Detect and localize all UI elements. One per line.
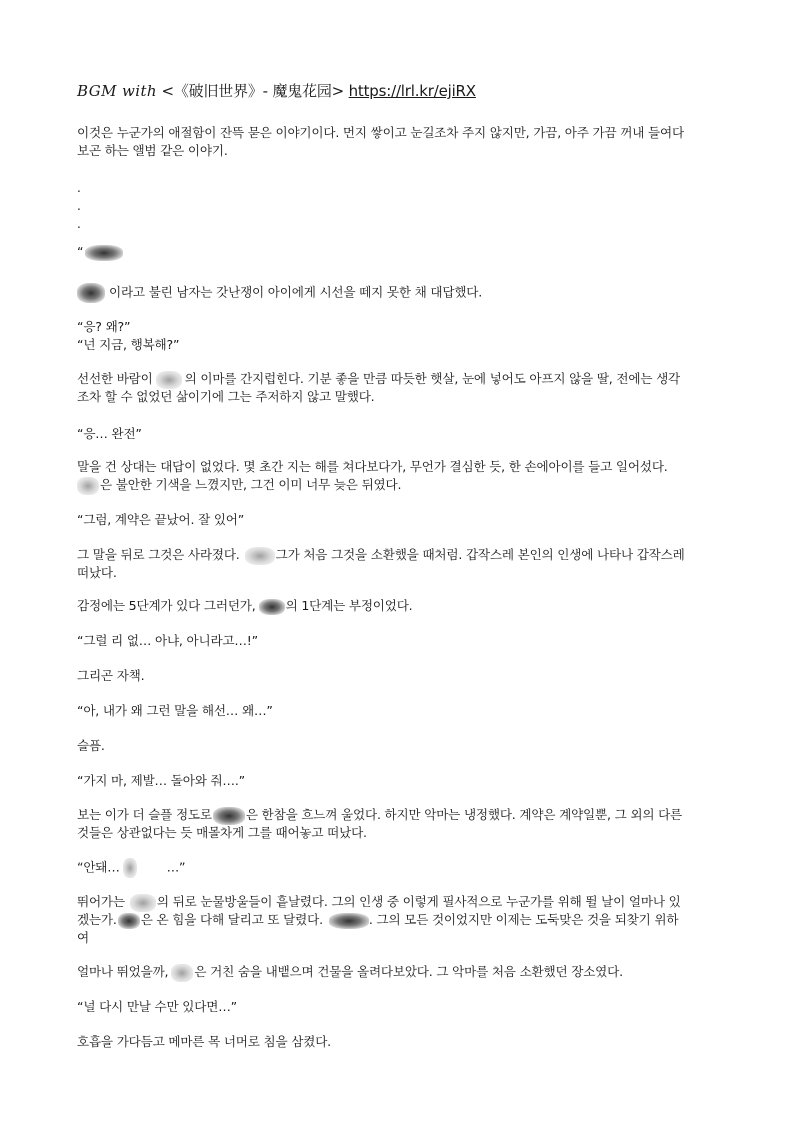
paragraph-text: 의 1단계는 부정이었다. — [285, 598, 413, 613]
paragraph-line — [77, 476, 401, 495]
paragraph-text: 그 말을 뒤로 그것은 사라졌다. — [77, 547, 240, 562]
paragraph-line — [77, 806, 682, 825]
paragraph-text: 이라고 불린 남자는 갓난쟁이 아이에게 시선을 떼지 못한 채 대답했다. — [109, 284, 483, 300]
dialogue-line — [77, 858, 185, 878]
paragraph-text: 얼마나 뛰었을까, — [77, 964, 169, 979]
redacted-name — [77, 477, 99, 495]
paragraph-line: 이것은 누군가의 애절함이 잔뜩 묻은 이야기이다. 먼지 쌓이고 눈길조차 주지 않지만, 가끔, 아주 가끔 꺼내 들여다 — [77, 125, 684, 140]
redacted-name — [245, 547, 275, 565]
dialogue-line: “응? 왜?” — [77, 319, 131, 334]
paragraph-text: 선선한 바람이 — [77, 371, 153, 386]
dialogue-line: “그럼, 계약은 끝났어. 잘 있어” — [77, 512, 245, 527]
paragraph-line: 떠났다. — [77, 565, 117, 580]
paragraph-line — [77, 963, 623, 982]
paragraph-text: 뛰어가는 — [77, 894, 125, 909]
redacted-name — [259, 599, 285, 615]
dialogue-line: “그럴 리 없… 아냐, 아니라고…!” — [77, 633, 258, 648]
paragraph-text: 겠는가. — [77, 912, 117, 927]
redacted-name — [123, 858, 137, 878]
paragraph-text: 의 뒤로 눈물방울들이 흩날렸다. 그의 인생 중 이렇게 필사적으로 누군가를 위해 뛸 날이 얼마나 있 — [156, 894, 681, 909]
redacted-name — [118, 913, 140, 929]
paragraph-line: 여 — [77, 930, 89, 945]
ellipsis-dot: . — [77, 199, 81, 213]
bgm-link[interactable]: https://lrl.kr/ejiRX — [348, 82, 476, 100]
paragraph-line: 것들은 상관없다는 듯 매몰차게 그를 때어놓고 떠났다. — [77, 825, 367, 840]
redacted-name — [77, 283, 105, 303]
dialogue-line: “응… 완전” — [77, 426, 142, 441]
paragraph-line: 보곤 하는 앨범 같은 이야기. — [77, 143, 228, 158]
redacted-name — [156, 371, 182, 389]
dialogue-line: “널 다시 만날 수만 있다면…” — [77, 999, 237, 1014]
paragraph-text: 은 불안한 기색을 느꼈지만, 그건 이미 너무 늦은 뒤였다. — [100, 477, 402, 492]
paragraph-line — [77, 911, 678, 929]
redacted-name — [171, 964, 193, 982]
paragraph-line: 그리곤 자책. — [77, 668, 145, 683]
quote-mark: “ — [77, 244, 84, 259]
paragraph-line: 말을 건 상대는 대답이 없었다. 몇 초간 지는 해를 쳐다보다가, 무언가 결심한 듯, 한 손에아이를 들고 일어섰다. — [77, 459, 668, 474]
paragraph-line: 슬픔. — [77, 738, 105, 753]
paragraph-line — [77, 283, 482, 303]
paragraph-text: 그가 처음 그것을 소환했을 때처럼. 갑작스레 본인의 인생에 나타나 갑작스레 — [275, 547, 685, 562]
paragraph-line: 호흡을 가다듬고 메마른 목 너머로 침을 삼켰다. — [77, 1034, 331, 1049]
paragraph-text: 은 한참을 흐느껴 울었다. 하지만 악마는 냉정했다. 계약은 계약일뿐, 그 외의 다른 — [245, 807, 683, 822]
bgm-header — [77, 80, 476, 102]
paragraph-line — [77, 546, 685, 565]
dialogue-line: “가지 마, 제발… 돌아와 줘….” — [77, 773, 245, 788]
paragraph-text: 은 온 힘을 다해 달리고 또 달렸다. — [140, 912, 323, 927]
redacted-name — [329, 913, 369, 929]
dialogue-line — [77, 243, 123, 261]
paragraph-text: …” — [166, 859, 186, 875]
paragraph-text: “안돼… — [77, 859, 120, 875]
ellipsis-dot: . — [77, 217, 81, 231]
paragraph-line — [77, 370, 680, 389]
redacted-name — [213, 807, 245, 825]
paragraph-text: 감정에는 5단계가 있다 그러던가, — [77, 598, 256, 613]
dialogue-line: “아, 내가 왜 그런 말을 해선… 왜…” — [77, 703, 273, 718]
redacted-name — [130, 894, 156, 912]
ellipsis-dot: . — [77, 181, 81, 195]
paragraph-line — [77, 893, 681, 912]
bgm-label: BGM with — [77, 82, 157, 100]
song-title: <《破旧世界》- 魔鬼花园> — [161, 82, 345, 100]
paragraph-text: 은 거친 숨을 내뱉으며 건물을 올려다보았다. 그 악마를 처음 소환했던 장소였다. — [194, 964, 623, 979]
dialogue-line: “넌 지금, 행복해?” — [77, 337, 180, 352]
paragraph-line: 조차 할 수 없었던 삶이기에 그는 주저하지 않고 말했다. — [77, 389, 375, 404]
paragraph-text: . 그의 모든 것이었지만 이제는 도둑맞은 것을 되찾기 위하 — [368, 912, 679, 927]
redacted-name — [85, 245, 123, 261]
paragraph-line — [77, 597, 413, 615]
paragraph-text: 의 이마를 간지럽힌다. 기분 좋을 만큼 따듯한 햇살, 눈에 넣어도 아프지 않을 딸, 전에는 생각 — [184, 371, 681, 386]
paragraph-text: 보는 이가 더 슬플 정도로 — [77, 807, 212, 822]
